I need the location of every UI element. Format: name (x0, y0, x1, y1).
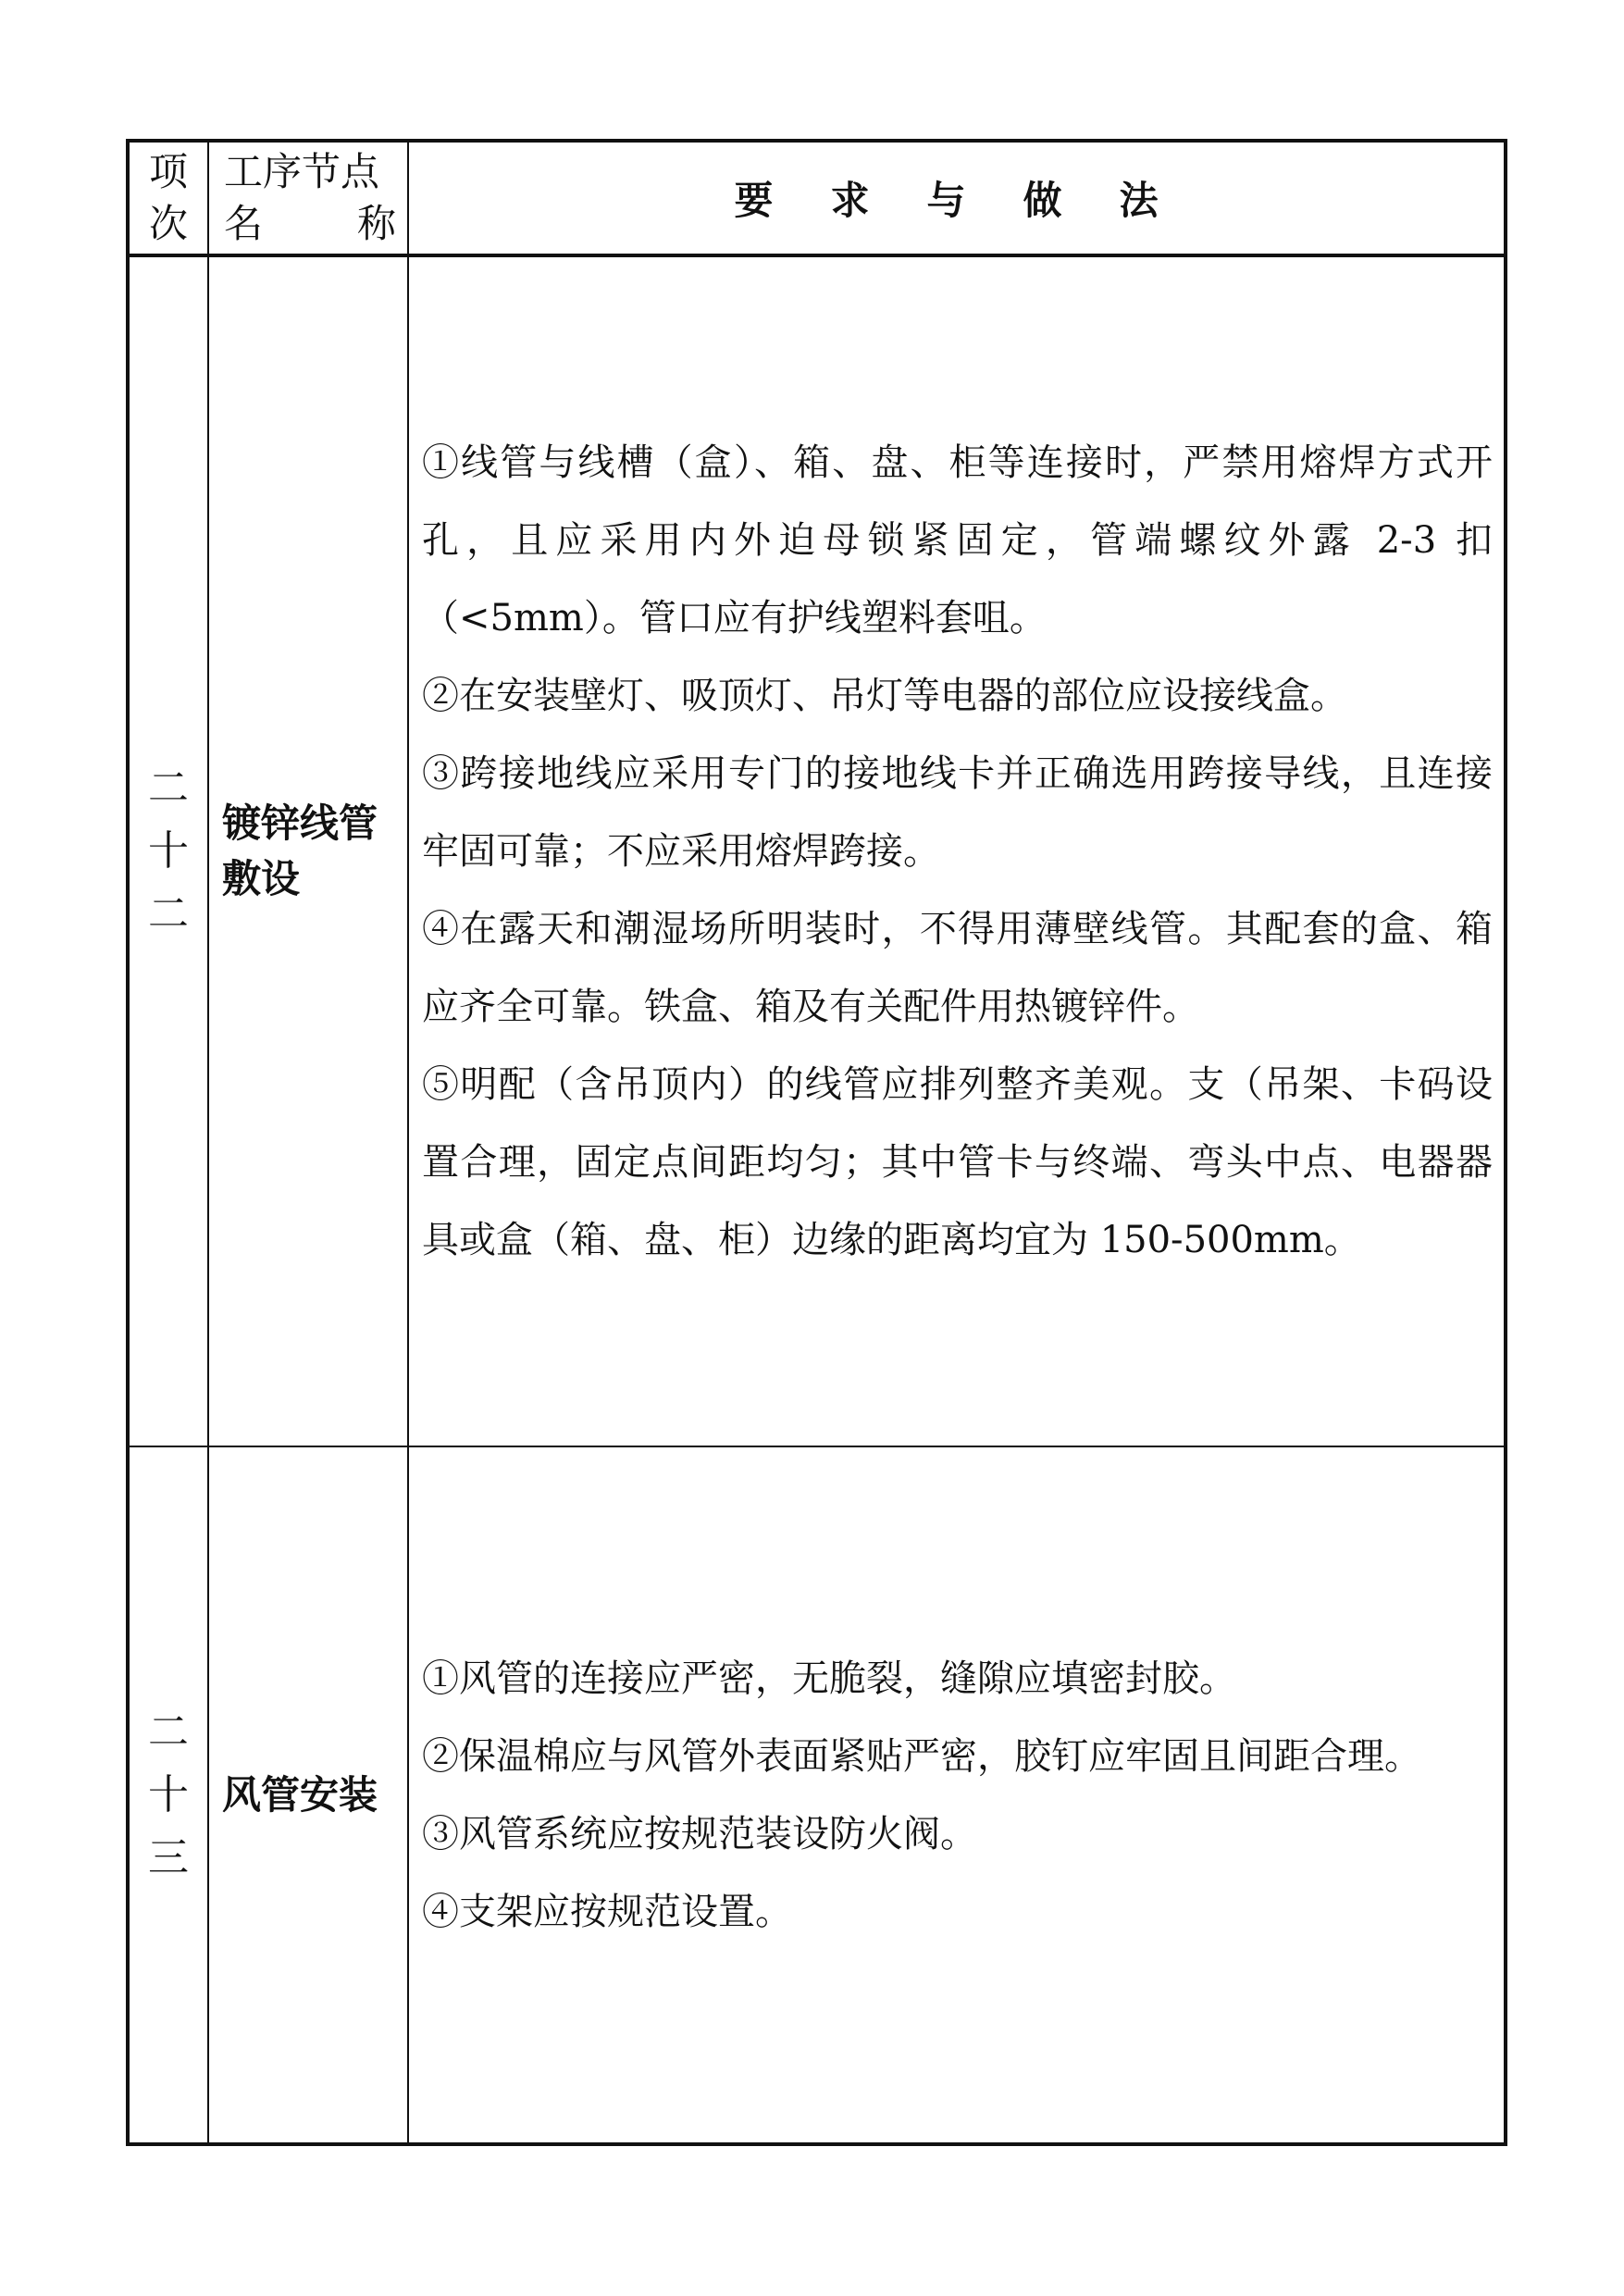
requirement-item: ③风管系统应按规范装设防火阀。 (422, 1812, 977, 1855)
header-process-node-line2 (224, 198, 396, 250)
row-requirements (409, 1447, 1504, 2142)
header-item-number-line1: 项 (148, 149, 188, 194)
header-process-node-line1: 工序节点 (224, 149, 380, 194)
row-number-char: 二 (148, 764, 189, 812)
table-header-row (130, 143, 1504, 257)
header-item-number (130, 143, 209, 254)
requirement-item: ①线管与线槽（盒）、箱、盘、柜等连接时，严禁用熔焊方式开孔，且应采用内外迫母锁紧固定，管端螺纹外露 2-3 扣（<5mm）。管口应有护线塑料套咀。 (422, 441, 1493, 639)
table-row (130, 257, 1504, 1447)
header-requirements (409, 143, 1504, 254)
header-requirements-label: 要求与做法 (734, 178, 1216, 223)
requirement-item: ⑤明配（含吊顶内）的线管应排列整齐美观。支（吊架、卡码设置合理，固定点间距均匀；其中管卡与终端、弯头中点、电器器具或盒（箱、盘、柜）边缘的距离均宜为 150-500mm。 (422, 1063, 1493, 1261)
row-number-char: 二 (148, 890, 189, 937)
requirement-item: ①风管的连接应严密，无脆裂，缝隙应填密封胶。 (422, 1657, 1236, 1700)
table-row (130, 1447, 1504, 2142)
row-number (130, 257, 209, 1446)
requirement-item: ②在安装壁灯、吸顶灯、吊灯等电器的部位应设接线盒。 (422, 675, 1347, 717)
row-number-char: 三 (148, 1833, 189, 1881)
requirement-item: ④在露天和潮湿场所明装时，不得用薄壁线管。其配套的盒、箱应齐全可靠。铁盒、箱及有关配件用热镀锌件。 (422, 908, 1493, 1028)
row-number-char: 十 (148, 1770, 189, 1818)
row-number-char: 十 (148, 827, 189, 875)
header-item-number-line2: 次 (148, 201, 188, 246)
requirement-item: ③跨接地线应采用专门的接地线卡并正确选用跨接导线，且连接牢固可靠；不应采用熔焊跨接。 (422, 752, 1493, 873)
row-number (130, 1447, 209, 2142)
row-number-char: 二 (148, 1707, 189, 1756)
row-requirements (409, 257, 1504, 1446)
header-process-node (209, 143, 409, 254)
row-process-name-text: 镀锌线管敷设 (222, 800, 378, 901)
header-process-node-line2-a: 名 (224, 201, 264, 246)
requirement-item: ②保温棉应与风管外表面紧贴严密，胶钉应牢固且间距合理。 (422, 1734, 1421, 1778)
construction-requirements-table (126, 139, 1507, 2146)
row-process-name-text: 风管安装 (222, 1771, 378, 1818)
header-process-node-line2-b: 称 (356, 201, 396, 246)
row-process-name (209, 1447, 409, 2142)
row-process-name (209, 257, 409, 1446)
requirement-item: ④支架应按规范设置。 (422, 1890, 792, 1933)
